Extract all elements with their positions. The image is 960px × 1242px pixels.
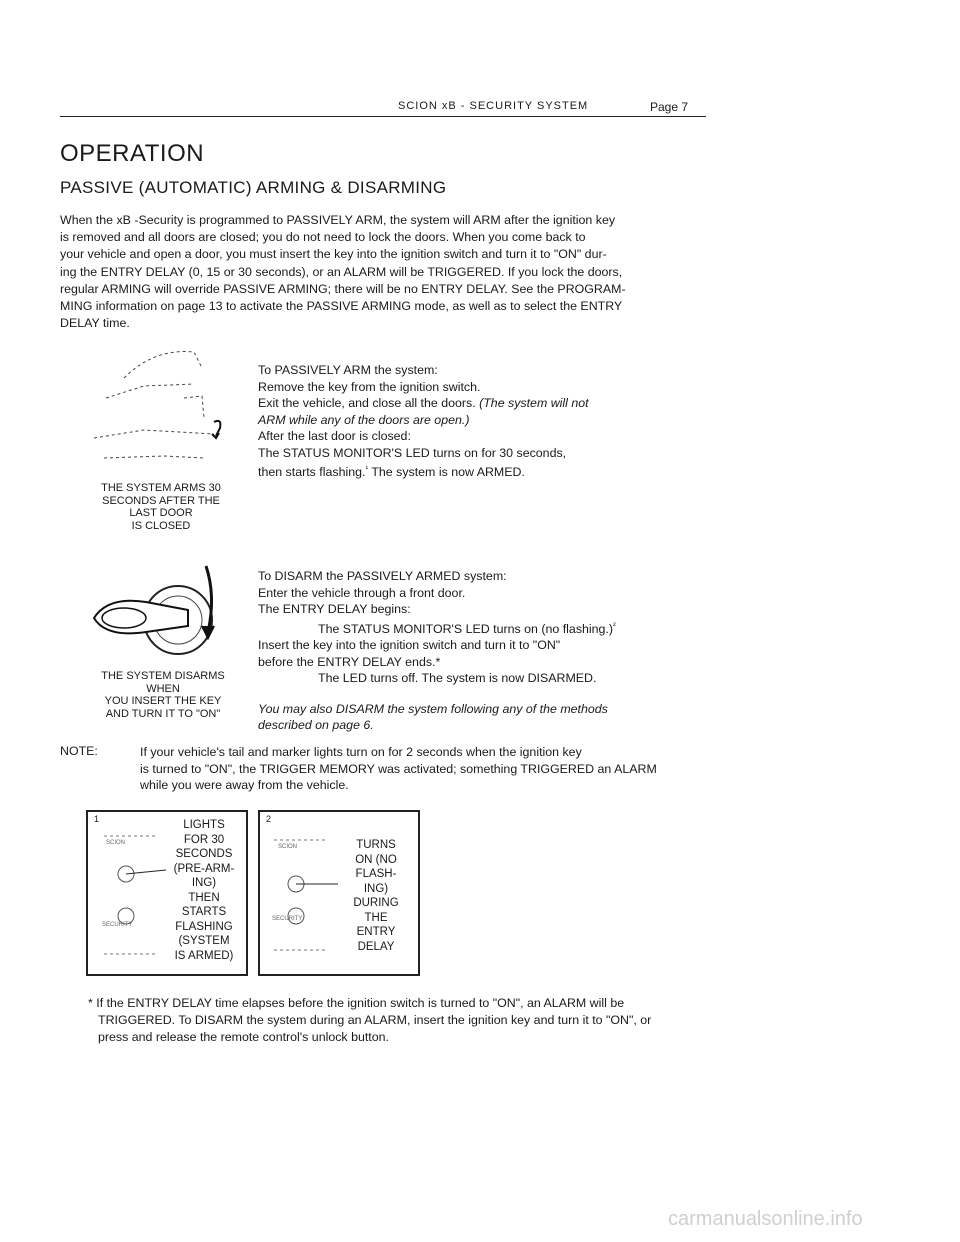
disarm-note: described on page 6. [258,718,374,733]
arm-step: After the last door is closed: [258,429,411,443]
header-rule [60,116,706,117]
intro-line: is removed and all doors are closed; you do not need to lock the doors. When you come back to [60,230,586,245]
figure2-caption: THE SYSTEM DISARMS WHEN YOU INSERT THE KEY AND TURN IT TO "ON" [101,670,225,720]
arm-steps [258,362,718,481]
panel-marker: 1 [94,814,100,824]
car-door-illustration [84,338,234,478]
status-panel-1 [86,810,248,976]
watermark: carmanualsonline.info [668,1208,863,1230]
device-brand: SCION [278,844,298,850]
arm-step: The STATUS MONITOR'S LED turns on for 30 seconds, [258,445,567,460]
arm-step: Remove the key from the ignition switch. [258,379,481,394]
section-subheading: PASSIVE (AUTOMATIC) ARMING & DISARMING [60,178,447,197]
page-number: Page 7 [650,100,689,114]
intro-line: your vehicle and open a door, you must insert the key into the ignition switch and turn it to "ON" dur- [60,247,607,262]
disarm-step: Insert the key into the ignition switch and turn it to "ON" [258,638,561,653]
intro-paragraph [60,212,710,332]
ignition-key-icon [88,566,228,662]
panel2-text: TURNS ON (NO FLASH- ING) DURING THE ENTRY DELAY [353,839,399,953]
panel-marker: 2 [266,814,272,824]
section-heading: OPERATION [60,140,205,167]
ignition-key-illustration [88,566,228,662]
disarm-step: The ENTRY DELAY begins: [258,602,411,616]
note-label: NOTE: [60,744,98,758]
note-body: If your vehicle's tail and marker lights turn on for 2 seconds when the ignition key is turned to "ON", the TRIGGER MEMORY was activated; something TRIGGERED an ALARM while you were away from the vehicle. [140,745,657,792]
device-label: SECURITY [102,922,133,928]
device-label: SECURITY [272,916,303,922]
disarm-step: Enter the vehicle through a front door. [258,585,466,600]
intro-line: DELAY time. [60,316,130,331]
status-panel-2 [258,810,420,976]
header-title: SCION xB - SECURITY SYSTEM [398,100,589,112]
device-brand: SCION [106,840,126,846]
disarm-step: To DISARM the PASSIVELY ARMED system: [258,569,507,583]
intro-line: MING information on page 13 to activate the PASSIVE ARMING mode, as well as to select the ENTRY [60,299,623,314]
disarm-step: The STATUS MONITOR'S LED turns on (no flashing.)$^{^2}$ [318,620,616,636]
intro-line: ing the ENTRY DELAY (0, 15 or 30 seconds), or an ALARM will be TRIGGERED. If you lock the doors, [60,264,623,279]
footnote: * If the ENTRY DELAY time elapses before the ignition switch is turned to "ON", an ALARM will be TRIGGERED. To DISARM the system during an ALARM, insert the ignition key and turn it to "ON", or press and release the remote control's unlock button. [88,996,652,1044]
car-outline-icon [84,338,234,478]
status-monitor-icon [96,830,166,960]
figure1-caption: THE SYSTEM ARMS 30 SECONDS AFTER THE LAST DOOR IS CLOSED [101,482,221,532]
disarm-note: You may also DISARM the system following any of the methods [258,701,608,716]
intro-line: regular ARMING will override PASSIVE ARMING; there will be no ENTRY DELAY. See the PROGRAM- [60,281,626,296]
panel1-text: LIGHTS FOR 30 SECONDS (PRE-ARM- ING) THEN STARTS FLASHING (SYSTEM IS ARMED) [173,819,235,962]
arm-step: To PASSIVELY ARM the system: [258,363,438,377]
arm-step: Exit the vehicle, and close all the doors. (The system will not [258,396,589,410]
intro-line: When the xB -Security is programmed to PASSIVELY ARM, the system will ARM after the ignition key [60,213,616,227]
arm-step: then starts flashing.$^{^1}$ The system is now ARMED. [258,464,525,480]
disarm-steps [258,568,718,734]
disarm-step: before the ENTRY DELAY ends.* [258,654,441,669]
disarm-step: The LED turns off. The system is now DISARMED. [318,671,597,686]
arm-step: ARM while any of the doors are open.) [258,412,470,427]
